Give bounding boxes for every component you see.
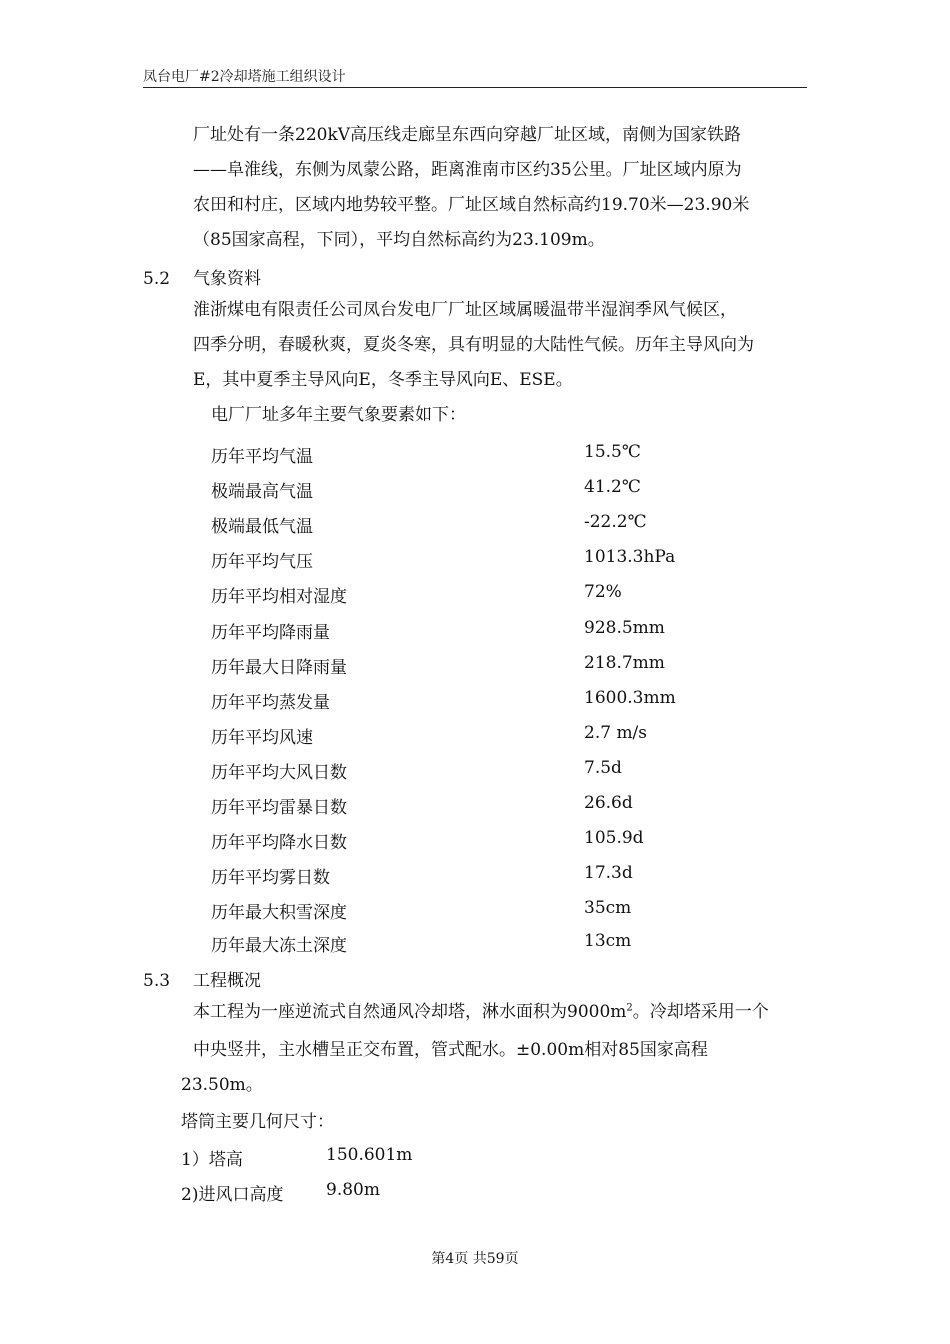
row-value: 1013.3hPa (584, 547, 676, 567)
row-label: 历年平均相对湿度 (211, 587, 347, 607)
paragraph-line: （85国家高程，下同），平均自然标高约为23.109m。 (193, 230, 605, 250)
text-run: 本工程为一座逆流式自然通风冷却塔，淋水面积为9000m (193, 1002, 627, 1022)
paragraph-line (193, 995, 769, 1030)
paragraph-line: 四季分明，春暖秋爽，夏炎冬寒，具有明显的大陆性气候。历年主导风向为 (193, 335, 754, 355)
row-label: 极端最低气温 (211, 517, 313, 537)
list-item (181, 1180, 380, 1205)
row-value: 72% (584, 582, 622, 602)
row-value: 105.9d (584, 828, 644, 848)
paragraph-line: 中央竖井，主水槽呈正交布置，管式配水。±0.00m相对85国家高程 (193, 1040, 708, 1060)
page-footer: 第4页 共59页 (431, 1251, 519, 1267)
table-row (211, 828, 644, 853)
item-value: 9.80m (326, 1180, 380, 1200)
row-value: 1600.3mm (584, 688, 676, 708)
row-label: 极端最高气温 (211, 482, 313, 502)
row-label: 历年平均雷暴日数 (211, 798, 347, 818)
paragraph-line: 淮浙煤电有限责任公司凤台发电厂厂址区域属暖温带半湿润季风气候区， (193, 300, 737, 320)
superscript: 2 (626, 1002, 633, 1014)
row-value: 35cm (584, 898, 632, 918)
table-row (211, 898, 632, 923)
row-value: 7.5d (584, 758, 622, 778)
row-value: 17.3d (584, 863, 633, 883)
table-row (211, 758, 622, 783)
table-intro: 电厂厂址多年主要气象要素如下： (211, 405, 466, 425)
table-row (211, 512, 647, 537)
text-run: 。冷却塔采用一个 (632, 1002, 769, 1022)
item-label: 2)进风口高度 (181, 1185, 284, 1205)
row-label: 历年平均降水日数 (211, 833, 347, 853)
row-label: 历年平均风速 (211, 728, 313, 748)
paragraph-line: 23.50m。 (181, 1075, 263, 1095)
row-value: 15.5℃ (584, 442, 641, 462)
table-row (211, 863, 633, 888)
header-divider (143, 87, 807, 88)
section-number: 5.3 (143, 971, 171, 991)
row-value: 928.5mm (584, 618, 665, 638)
list-item (181, 1145, 413, 1170)
paragraph-line: 厂址处有一条220kV高压线走廊呈东西向穿越厂址区域，南侧为国家铁路 (193, 125, 742, 145)
paragraph-line: ——阜淮线，东侧为凤蒙公路，距离淮南市区约35公里。厂址区域内原为 (193, 160, 742, 180)
row-value: -22.2℃ (584, 512, 647, 532)
table-row (211, 477, 641, 502)
section-title: 气象资料 (193, 269, 261, 289)
row-label: 历年最大积雪深度 (211, 903, 347, 923)
row-label: 历年平均蒸发量 (211, 693, 330, 713)
paragraph-line: 农田和村庄，区域内地势较平整。厂址区域自然标高约19.70米—23.90米 (193, 195, 750, 215)
row-label: 历年最大日降雨量 (211, 658, 347, 678)
row-label: 历年平均雾日数 (211, 868, 330, 888)
row-label: 历年平均气压 (211, 552, 313, 572)
section-heading-5-3 (143, 966, 261, 991)
section-heading-5-2 (143, 264, 261, 289)
table-row (211, 618, 665, 643)
table-row (211, 723, 648, 748)
section-title: 工程概况 (193, 971, 261, 991)
row-value: 2.7 m/s (584, 723, 648, 743)
table-row (211, 688, 676, 713)
row-label: 历年最大冻土深度 (211, 936, 347, 956)
table-row (211, 931, 632, 956)
dims-intro: 塔筒主要几何尺寸： (181, 1112, 334, 1132)
running-header: 凤台电厂#2冷却塔施工组织设计 (143, 69, 346, 85)
row-label: 历年平均降雨量 (211, 623, 330, 643)
section-number: 5.2 (143, 269, 171, 289)
table-row (211, 653, 665, 678)
row-value: 26.6d (584, 793, 633, 813)
item-value: 150.601m (326, 1145, 413, 1165)
row-label: 历年平均大风日数 (211, 763, 347, 783)
row-label: 历年平均气温 (211, 447, 313, 467)
row-value: 218.7mm (584, 653, 665, 673)
table-row (211, 442, 641, 467)
row-value: 41.2℃ (584, 477, 641, 497)
row-value: 13cm (584, 931, 632, 951)
item-label: 1）塔高 (181, 1150, 243, 1170)
table-row (211, 547, 676, 572)
table-row (211, 582, 622, 607)
paragraph-line: E，其中夏季主导风向E，冬季主导风向E、ESE。 (193, 370, 573, 390)
table-row (211, 793, 633, 818)
